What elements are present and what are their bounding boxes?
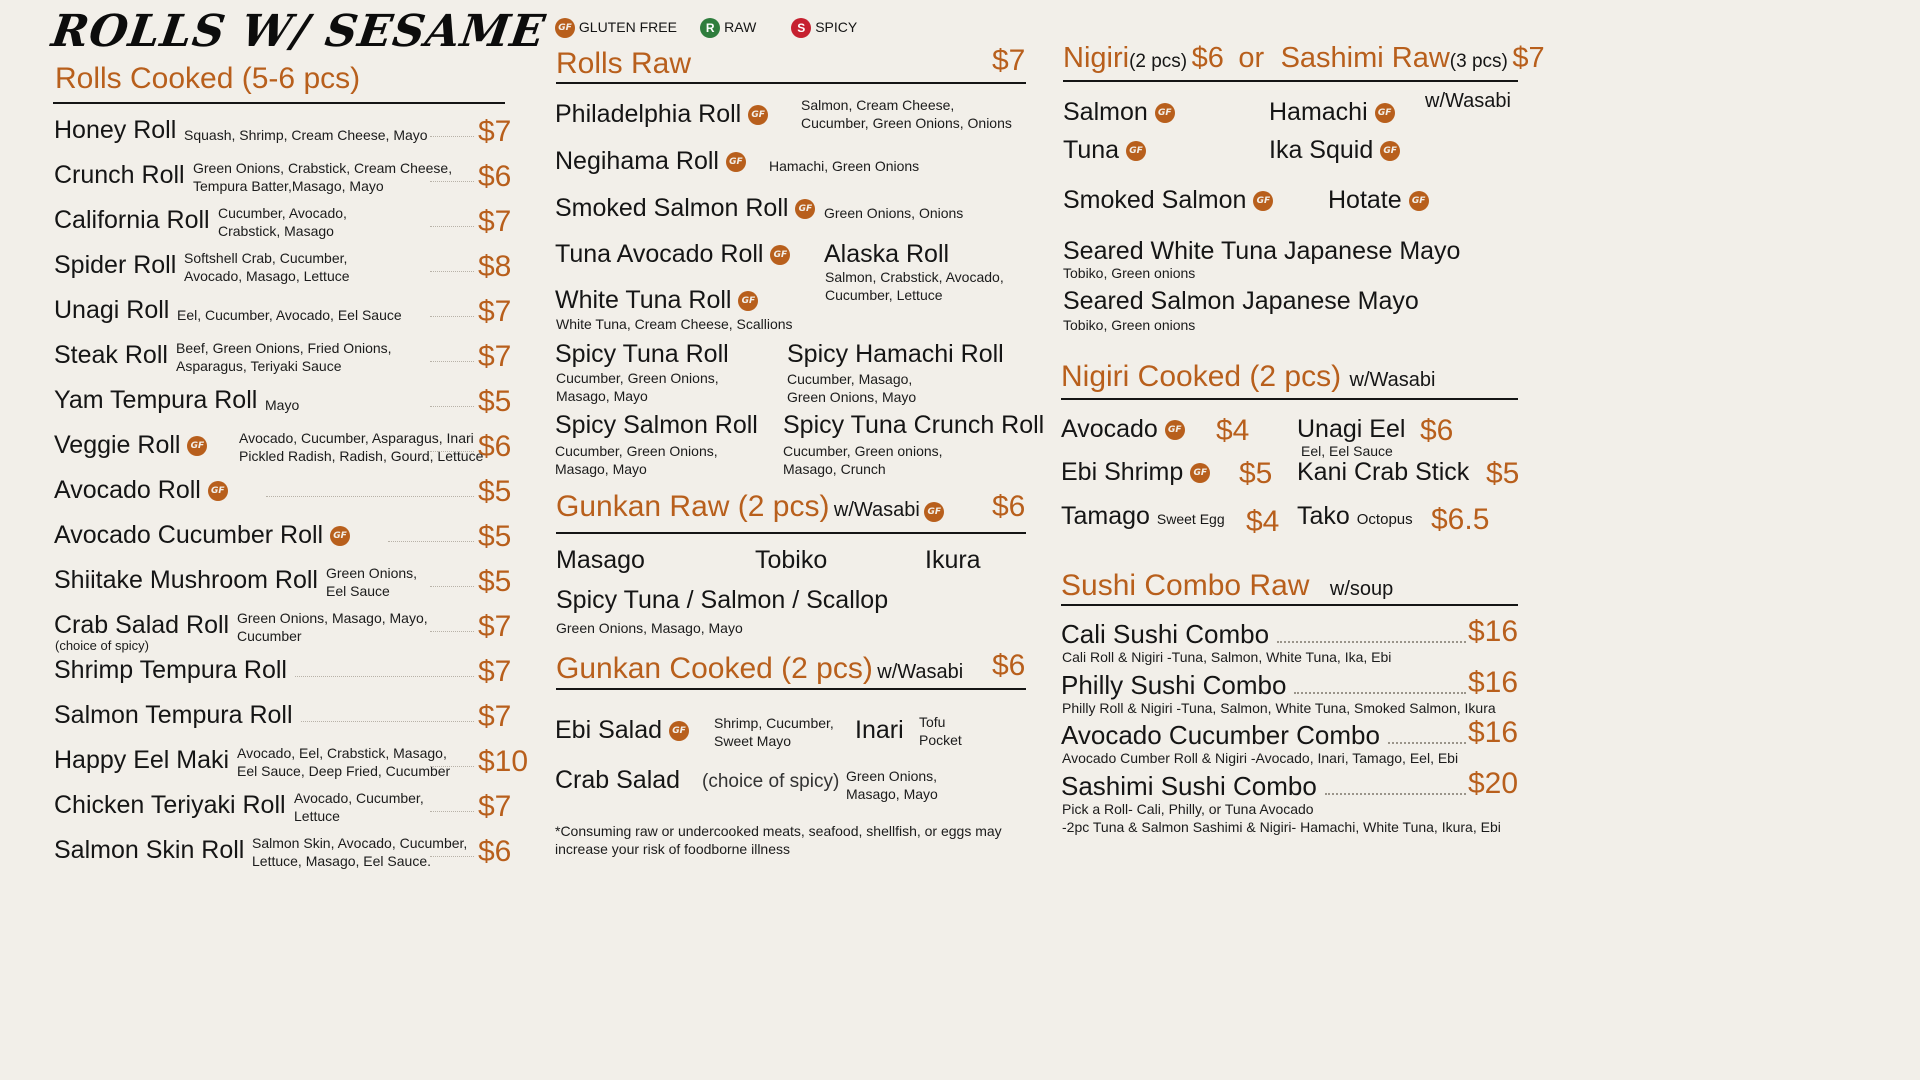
- menu-item-ikura: Ikura: [925, 546, 981, 574]
- gluten-free-icon: GF: [330, 526, 350, 546]
- divider: [556, 532, 1026, 534]
- dot-leader: [1325, 793, 1466, 795]
- gluten-free-icon: GF: [208, 481, 228, 501]
- spicy-icon: S: [791, 18, 811, 38]
- item-price: $7: [478, 700, 512, 733]
- item-price: $7: [478, 610, 512, 643]
- menu-item-spicy-hamachi-roll: Spicy Hamachi Roll: [787, 340, 1004, 368]
- item-description: Cucumber, Avocado, Crabstick, Masago: [218, 205, 347, 239]
- item-description: Cucumber, Green Onions, Masago, Mayo: [555, 443, 718, 477]
- item-price: $6: [478, 430, 512, 463]
- item-description: Cucumber, Green Onions, Masago, Mayo: [556, 370, 719, 404]
- menu-item-name: Spider Roll: [54, 251, 177, 279]
- item-description: Mayo: [265, 397, 300, 413]
- gluten-free-icon: GF: [1375, 103, 1395, 123]
- combo-name: Philly Sushi Combo: [1061, 670, 1287, 700]
- menu-item-spicy-salmon-roll: Spicy Salmon Roll: [555, 411, 758, 439]
- gunkan-cooked-price: $6: [992, 649, 1026, 682]
- item-description: Green Onions, Masago, Mayo: [556, 620, 743, 636]
- divider: [1061, 398, 1518, 400]
- dot-leader: [430, 316, 474, 317]
- item-description: Squash, Shrimp, Cream Cheese, Mayo: [184, 127, 428, 143]
- item-price: $6: [1420, 414, 1454, 447]
- menu-item-seared-white-tuna: Seared White Tuna Japanese Mayo: [1063, 237, 1461, 265]
- menu-item-smoked-salmon-roll: Smoked Salmon Roll GF: [555, 194, 815, 223]
- item-price: $6: [478, 835, 512, 868]
- menu-item-name: Avocado Cucumber Roll GF: [54, 521, 350, 550]
- gluten-free-icon: GF: [1165, 420, 1185, 440]
- item-description: Green Onions, Eel Sauce: [326, 565, 418, 599]
- section-title-gunkan-cooked: Gunkan Cooked (2 pcs) w/Wasabi: [556, 652, 964, 685]
- item-price: $7: [478, 655, 512, 688]
- menu-item-alaska-roll: Alaska Roll: [824, 240, 950, 268]
- dot-leader: [430, 136, 474, 137]
- item-description: Avocado, Eel, Crabstick, Masago, Eel Sauce, Deep Fried, Cucumber: [237, 745, 451, 779]
- section-title-rolls-raw: Rolls Raw: [556, 47, 692, 80]
- gluten-free-icon: GF: [1253, 191, 1273, 211]
- menu-item-tuna-avocado-roll: Tuna Avocado Roll GF: [555, 240, 790, 269]
- menu-item-name: Shiitake Mushroom Roll: [54, 566, 318, 594]
- item-description: Tobiko, Green onions: [1063, 317, 1196, 333]
- gluten-free-icon: GF: [1155, 103, 1175, 123]
- dot-leader: [430, 586, 474, 587]
- combo-description: Avocado Cumber Roll & Nigiri -Avocado, Inari, Tamago, Eel, Ebi: [1062, 750, 1459, 766]
- dot-leader: [430, 271, 474, 272]
- item-description: Cucumber, Green onions, Masago, Crunch: [783, 443, 943, 477]
- item-price: $5: [478, 385, 512, 418]
- gluten-free-icon: GF: [187, 436, 207, 456]
- item-description: Green Onions, Masago, Mayo: [846, 768, 938, 802]
- item-price: $10: [478, 745, 529, 778]
- item-price: $7: [478, 115, 512, 148]
- section-title-rolls-cooked: Rolls Cooked (5-6 pcs): [55, 62, 361, 95]
- combo-name: Cali Sushi Combo: [1061, 619, 1270, 649]
- gluten-free-icon: GF: [555, 18, 575, 38]
- rolls-raw-price: $7: [992, 44, 1026, 77]
- menu-item-name: Avocado Roll GF: [54, 476, 228, 505]
- item-description: Avocado, Cucumber, Asparagus, Inari Pickled Radish, Radish, Gourd, Lettuce: [239, 430, 484, 464]
- menu-item-negihama-roll: Negihama Roll GF: [555, 147, 746, 176]
- menu-item-name: Honey Roll: [54, 116, 177, 144]
- item-note: (choice of spicy): [702, 771, 840, 792]
- menu-item-inari: Inari: [855, 716, 904, 744]
- menu-item-ika-squid: Ika Squid GF: [1269, 136, 1400, 165]
- dot-leader: [1277, 641, 1466, 643]
- menu-item-crab-salad: Crab Salad: [555, 766, 681, 794]
- gluten-free-icon: GF: [1380, 141, 1400, 161]
- combo-price: $16: [1468, 666, 1519, 699]
- menu-item-salmon: Salmon GF: [1063, 98, 1175, 127]
- item-description: Salmon, Cream Cheese, Cucumber, Green Onions, Onions: [801, 97, 1012, 131]
- menu-item-name: Crunch Roll: [54, 161, 185, 189]
- menu-item-avocado-nigiri: Avocado GF: [1061, 415, 1185, 444]
- gluten-free-icon: GF: [1190, 463, 1210, 483]
- item-price: $4: [1216, 414, 1250, 447]
- menu-item-spicy-tuna-crunch-roll: Spicy Tuna Crunch Roll: [783, 411, 1045, 439]
- item-price: $5: [478, 565, 512, 598]
- legend: [555, 18, 857, 38]
- item-description: Shrimp, Cucumber, Sweet Mayo: [714, 715, 834, 749]
- menu-item-seared-salmon: Seared Salmon Japanese Mayo: [1063, 287, 1419, 315]
- menu-item-name: Salmon Skin Roll: [54, 836, 245, 864]
- menu-item-ebi-shrimp: Ebi Shrimp GF: [1061, 458, 1210, 487]
- combo-description: Pick a Roll- Cali, Philly, or Tuna Avocado -2pc Tuna & Salmon Sashimi & Nigiri- Hamachi, White Tuna, Ikura, Ebi: [1062, 801, 1501, 835]
- gluten-free-icon: GF: [1126, 141, 1146, 161]
- dot-leader: [430, 226, 474, 227]
- gluten-free-icon: GF: [669, 721, 689, 741]
- item-description: Tofu Pocket: [919, 714, 962, 748]
- wasabi-note: w/Wasabi: [1425, 90, 1511, 112]
- item-price: $4: [1246, 505, 1280, 538]
- combo-name: Sashimi Sushi Combo: [1061, 771, 1317, 801]
- item-description: Hamachi, Green Onions: [769, 158, 920, 174]
- menu-item-tobiko: Tobiko: [755, 546, 828, 574]
- dot-leader: [430, 451, 474, 452]
- legend-raw: RAW: [724, 18, 757, 35]
- item-note: (choice of spicy): [55, 638, 149, 653]
- item-price: $5: [478, 520, 512, 553]
- section-title-nigiri-cooked: Nigiri Cooked (2 pcs) w/Wasabi: [1061, 360, 1436, 393]
- dot-leader: [266, 496, 474, 497]
- gluten-free-icon: GF: [748, 105, 768, 125]
- menu-item-spicy-tuna-roll: Spicy Tuna Roll: [555, 340, 729, 368]
- dot-leader: [1294, 692, 1466, 694]
- gluten-free-icon: GF: [1409, 191, 1429, 211]
- gluten-free-icon: GF: [770, 245, 790, 265]
- item-description: Beef, Green Onions, Fried Onions, Asparagus, Teriyaki Sauce: [176, 340, 392, 374]
- item-price: $7: [478, 790, 512, 823]
- item-description: Avocado, Cucumber, Lettuce: [294, 790, 424, 824]
- menu-item-kani-crab-stick: Kani Crab Stick: [1297, 458, 1470, 486]
- legend-spicy: SPICY: [815, 18, 858, 35]
- menu-item-philadelphia-roll: Philadelphia Roll GF: [555, 100, 768, 129]
- item-description: White Tuna, Cream Cheese, Scallions: [556, 316, 793, 332]
- item-price: $6.5: [1431, 503, 1490, 536]
- dot-leader: [430, 856, 474, 857]
- item-price: $8: [478, 250, 512, 283]
- dot-leader: [430, 631, 474, 632]
- item-description: Cucumber, Masago, Green Onions, Mayo: [787, 371, 917, 405]
- divider: [556, 688, 1026, 690]
- item-description: Softshell Crab, Cucumber, Avocado, Masago, Lettuce: [184, 250, 350, 284]
- brand-logo: ROLLS W/ SESAME: [48, 6, 549, 57]
- menu-item-name: Crab Salad Roll: [54, 611, 230, 639]
- menu-item-name: Shrimp Tempura Roll: [54, 656, 287, 684]
- menu-item-name: Chicken Teriyaki Roll: [54, 791, 286, 819]
- menu-item-ebi-salad: Ebi Salad GF: [555, 716, 689, 745]
- gluten-free-icon: GF: [795, 199, 815, 219]
- combo-price: $16: [1468, 716, 1519, 749]
- item-description: Eel, Eel Sauce: [1301, 443, 1393, 459]
- menu-item-masago: Masago: [556, 546, 645, 574]
- menu-item-tamago: Tamago Sweet Egg: [1061, 502, 1225, 530]
- dot-leader: [430, 406, 474, 407]
- item-description: Eel, Cucumber, Avocado, Eel Sauce: [177, 307, 402, 323]
- menu-item-smoked-salmon: Smoked Salmon GF: [1063, 186, 1273, 215]
- menu-item-name: Happy Eel Maki: [54, 746, 230, 774]
- dot-leader: [430, 181, 474, 182]
- dot-leader: [301, 721, 474, 722]
- section-title-sushi-combo: Sushi Combo Raw w/soup: [1061, 569, 1394, 602]
- menu-item-name: Veggie Roll GF: [54, 431, 207, 460]
- combo-description: Cali Roll & Nigiri -Tuna, Salmon, White Tuna, Ika, Ebi: [1062, 649, 1392, 665]
- section-title-gunkan-raw: Gunkan Raw (2 pcs) w/Wasabi GF: [556, 490, 944, 524]
- item-description: Salmon Skin, Avocado, Cucumber, Lettuce, Masago, Eel Sauce.: [252, 835, 468, 869]
- menu-item-unagi-eel: Unagi Eel: [1297, 415, 1406, 443]
- menu-item-spicy-gunkan: Spicy Tuna / Salmon / Scallop: [556, 586, 889, 614]
- menu-item-name: Yam Tempura Roll: [54, 386, 258, 414]
- menu-item-name: Steak Roll: [54, 341, 168, 369]
- item-price: $7: [478, 340, 512, 373]
- dot-leader: [1388, 742, 1466, 744]
- menu-item-hamachi: Hamachi GF: [1269, 98, 1395, 127]
- dot-leader: [430, 361, 474, 362]
- item-price: $5: [478, 475, 512, 508]
- item-description: Green Onions, Crabstick, Cream Cheese, Tempura Batter,Masago, Mayo: [193, 160, 453, 194]
- combo-price: $20: [1468, 767, 1519, 800]
- gluten-free-icon: GF: [726, 152, 746, 172]
- disclaimer: *Consuming raw or undercooked meats, seafood, shellfish, or eggs may increase your risk of foodborne illness: [555, 823, 1002, 857]
- dot-leader: [430, 766, 474, 767]
- legend-gluten-free: GLUTEN FREE: [578, 18, 677, 35]
- divider: [1061, 604, 1518, 606]
- item-price: $5: [1486, 457, 1520, 490]
- item-price: $6: [478, 160, 512, 193]
- menu-item-name: Unagi Roll: [54, 296, 170, 324]
- divider: [1063, 80, 1518, 82]
- combo-name: Avocado Cucumber Combo: [1061, 720, 1380, 750]
- dot-leader: [430, 811, 474, 812]
- item-description: Salmon, Crabstick, Avocado, Cucumber, Lettuce: [825, 269, 1004, 303]
- item-description: Green Onions, Masago, Mayo, Cucumber: [237, 610, 428, 644]
- dot-leader: [388, 541, 474, 542]
- menu-item-tako: Tako Octopus: [1297, 502, 1413, 530]
- divider: [556, 82, 1026, 84]
- combo-price: $16: [1468, 615, 1519, 648]
- menu-item-tuna: Tuna GF: [1063, 136, 1146, 165]
- divider: [53, 102, 505, 104]
- gluten-free-icon: GF: [738, 291, 758, 311]
- menu-item-name: Salmon Tempura Roll: [54, 701, 293, 729]
- item-price: $7: [478, 295, 512, 328]
- item-description: Tobiko, Green onions: [1063, 265, 1196, 281]
- menu-item-hotate: Hotate GF: [1328, 186, 1429, 215]
- menu-item-name: California Roll: [54, 206, 210, 234]
- section-title-nigiri-raw: Nigiri(2 pcs) $6 or Sashimi Raw(3 pcs) $7: [1063, 42, 1545, 74]
- gluten-free-icon: GF: [924, 502, 944, 522]
- item-description: Green Onions, Onions: [824, 205, 964, 221]
- menu-item-white-tuna-roll: White Tuna Roll GF: [555, 286, 758, 315]
- item-price: $5: [1239, 457, 1273, 490]
- item-price: $7: [478, 205, 512, 238]
- combo-description: Philly Roll & Nigiri -Tuna, Salmon, White Tuna, Smoked Salmon, Ikura: [1062, 700, 1496, 716]
- raw-icon: R: [700, 18, 720, 38]
- gunkan-raw-price: $6: [992, 490, 1026, 523]
- dot-leader: [295, 676, 474, 677]
